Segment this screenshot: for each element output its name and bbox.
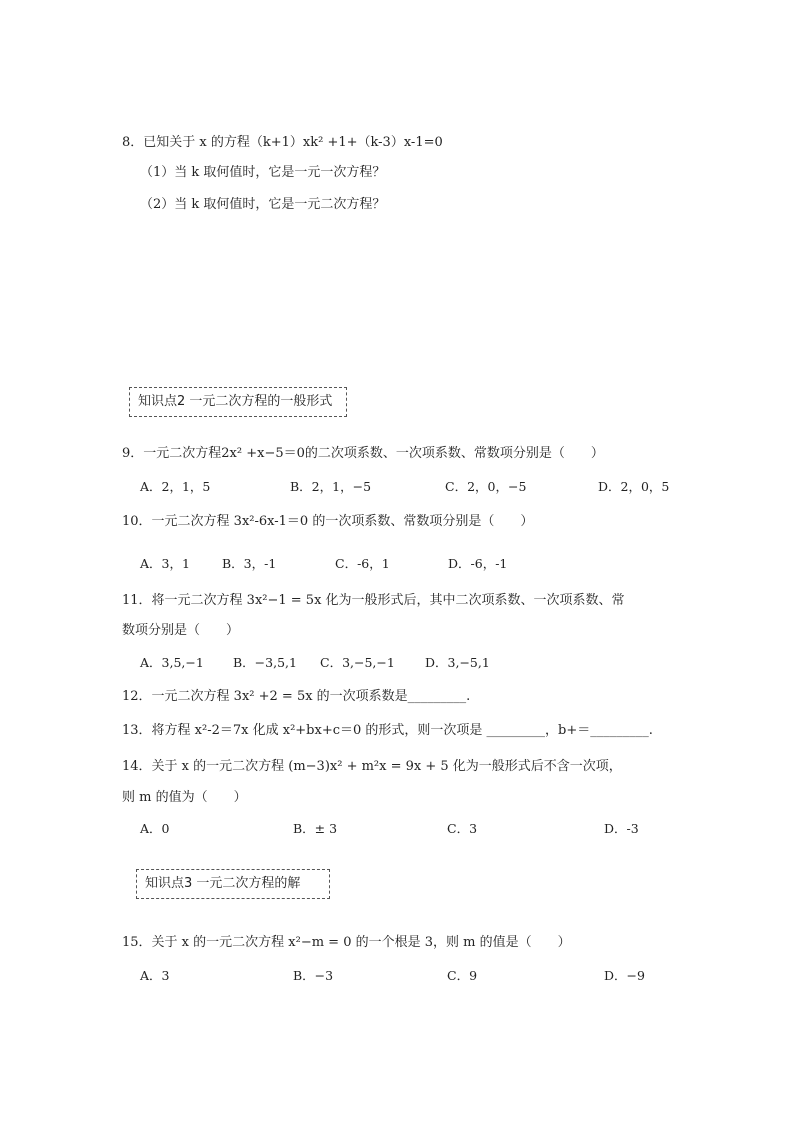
q9-option-a: A．2，1，5 bbox=[140, 479, 211, 494]
q14-option-d: D．-3 bbox=[604, 821, 639, 836]
q12-stem: 12．一元二次方程 3x² +2 = 5x 的一次项系数是_________. bbox=[122, 689, 471, 704]
q11-option-b: B．−3,5,1 bbox=[233, 655, 297, 670]
q8-sub1: （1）当 k 取何值时，它是一元一次方程？ bbox=[140, 165, 386, 180]
section-2-title: 知识点2 一元二次方程的一般形式 bbox=[138, 394, 333, 409]
q10-option-d: D．-6，-1 bbox=[448, 556, 508, 571]
q11-option-a: A．3,5,−1 bbox=[140, 655, 204, 670]
section-3-box bbox=[136, 869, 330, 899]
q14-option-c: C．3 bbox=[447, 821, 478, 836]
q15-option-a: A．3 bbox=[140, 968, 170, 983]
q14-stem-line2: 则 m 的值为（ ） bbox=[122, 790, 247, 805]
q14-option-b: B．± 3 bbox=[293, 821, 338, 836]
q15-option-b: B．−3 bbox=[293, 968, 334, 983]
q15-stem: 15．关于 x 的一元二次方程 x²−m = 0 的一个根是 3，则 m 的值是（ ） bbox=[122, 935, 571, 950]
q14-option-a: A．0 bbox=[140, 821, 170, 836]
q15-option-c: C．9 bbox=[447, 968, 478, 983]
q9-option-d: D．2，0，5 bbox=[598, 479, 670, 494]
q13-stem: 13．将方程 x²-2＝7x 化成 x²+bx+c＝0 的形式，则一次项是 _________，b+＝_________. bbox=[122, 723, 653, 738]
q15-option-d: D．−9 bbox=[604, 968, 645, 983]
q9-option-b: B．2，1，−5 bbox=[290, 479, 372, 494]
q11-stem-line2: 数项分别是（ ） bbox=[122, 623, 240, 638]
section-2-box bbox=[129, 387, 347, 417]
q10-stem: 10．一元二次方程 3x²-6x-1＝0 的一次项系数、常数项分别是（ ） bbox=[122, 514, 534, 529]
q8-sub2: （2）当 k 取何值时，它是一元二次方程？ bbox=[140, 197, 386, 212]
q11-stem-line1: 11．将一元二次方程 3x²−1 = 5x 化为一般形式后，其中二次项系数、一次项系数、常 bbox=[122, 593, 625, 608]
q8-stem: 8．已知关于 x 的方程（k+1）xk² +1+（k-3）x-1=0 bbox=[122, 135, 443, 150]
q9-stem: 9．一元二次方程2x² +x−5＝0的二次项系数、一次项系数、常数项分别是（ ） bbox=[122, 446, 604, 461]
q14-stem-line1: 14．关于 x 的一元二次方程 (m−3)x² + m²x = 9x + 5 化为一般形式后不含一次项， bbox=[122, 759, 622, 774]
q11-option-d: D．3,−5,1 bbox=[425, 655, 490, 670]
q10-option-a: A．3，1 bbox=[140, 556, 190, 571]
q10-option-b: B．3，-1 bbox=[222, 556, 277, 571]
q10-option-c: C．-6，1 bbox=[335, 556, 390, 571]
q9-option-c: C．2，0，−5 bbox=[445, 479, 527, 494]
section-3-title: 知识点3 一元二次方程的解 bbox=[145, 876, 301, 891]
q11-option-c: C．3,−5,−1 bbox=[320, 655, 395, 670]
